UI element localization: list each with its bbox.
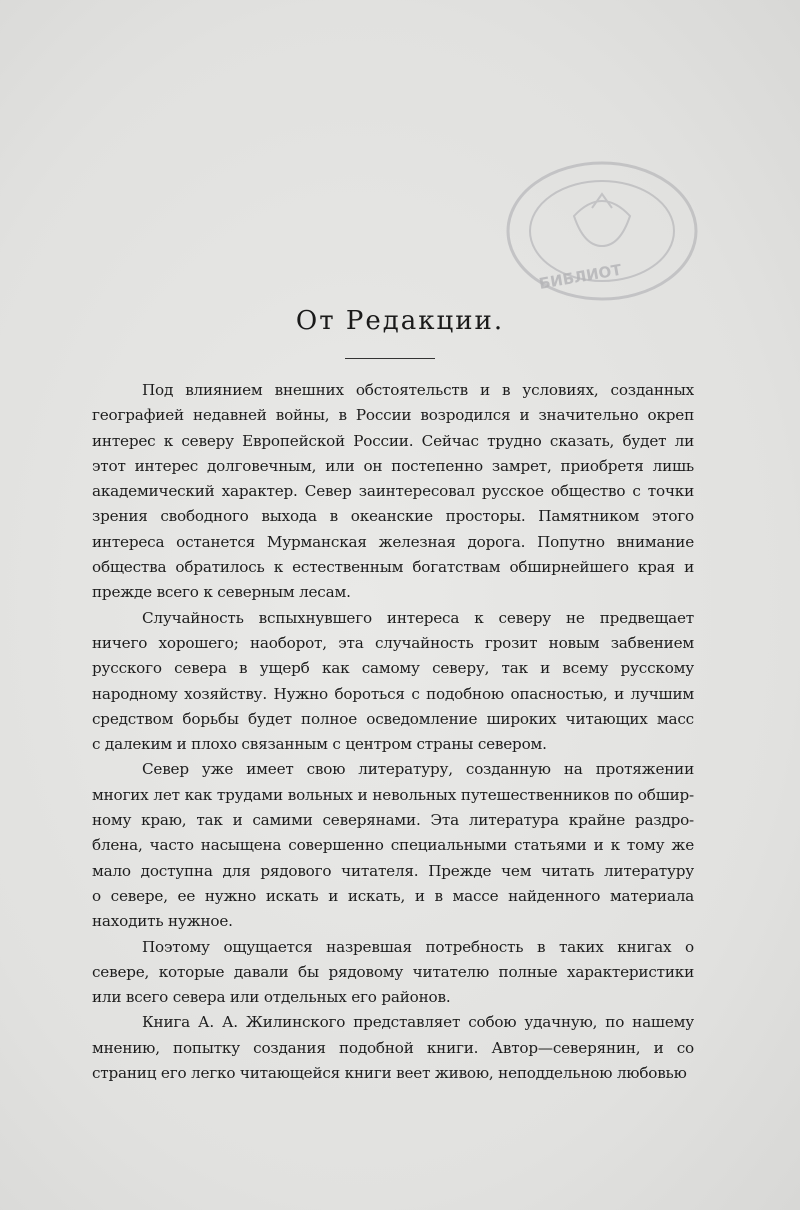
- text-line: многих лет как трудами вольных и невольных путешественников по обшир-: [92, 785, 694, 804]
- text-line: ничего хорошего; наоборот, эта случайность грозит новым забвением: [92, 633, 694, 652]
- text-line: народному хозяйству. Нужно бороться с подобною опасностью, и лучшим: [92, 684, 694, 703]
- page-title: От Редакции.: [295, 306, 505, 336]
- text-line: мало доступна для рядового читателя. Прежде чем читать литературу: [92, 861, 694, 880]
- stamp-text: БИБЛИОТ: [537, 260, 623, 293]
- text-line: средством борьбы будет полное осведомление широких читающих масс: [92, 709, 694, 728]
- text-line: географией недавней войны, в России возродился и значительно окреп: [92, 406, 694, 425]
- text-line: страниц его легко читающейся книги веет живою, неподдельною любовью: [92, 1064, 687, 1083]
- text-line: Под влиянием внешних обстоятельств и в условиях, созданных: [142, 381, 694, 399]
- body-text: [92, 378, 694, 1086]
- paragraph: [92, 378, 694, 606]
- paragraph: [92, 1010, 694, 1086]
- text-line: общества обратилось к естественным богатствам обширнейшего края и: [92, 558, 694, 577]
- text-line: или всего севера или отдельных его районов.: [92, 988, 451, 1007]
- paragraph: [92, 757, 694, 934]
- text-line: русского севера в ущерб как самому северу, так и всему русскому: [92, 659, 694, 678]
- text-line: зрения свободного выхода в океанские просторы. Памятником этого: [92, 507, 694, 526]
- text-line: ному краю, так и самими северянами. Эта литература крайне раздро-: [92, 811, 694, 830]
- text-line: мнению, попытку создания подобной книги. Автор—северянин, и со: [92, 1038, 694, 1057]
- text-line: севере, которые давали бы рядовому читателю полные характеристики: [92, 962, 694, 981]
- library-stamp: [504, 156, 700, 306]
- text-line: интереса останется Мурманская железная дорога. Попутно внимание: [92, 532, 694, 551]
- text-line: Книга А. А. Жилинского представляет собою удачную, по нашему: [142, 1013, 694, 1032]
- text-line: академический характер. Север заинтересовал русское общество с точки: [92, 482, 694, 501]
- text-line: находить нужное.: [92, 912, 233, 931]
- text-line: прежде всего к северным лесам.: [92, 583, 351, 602]
- text-line: интерес к северу Европейской России. Сейчас трудно сказать, будет ли: [92, 431, 694, 450]
- text-line: Случайность вспыхнувшего интереса к северу не предвещает: [142, 608, 694, 627]
- stamp-seal-icon: [504, 156, 700, 306]
- paragraph: [92, 606, 694, 758]
- title-divider: [345, 358, 435, 359]
- paragraph: [92, 935, 694, 1011]
- text-line: Север уже имеет свою литературу, созданную на протяжении: [142, 760, 694, 779]
- text-line: блена, часто насыщена совершенно специальными статьями и к тому же: [92, 836, 694, 855]
- text-line: с далеким и плохо связанным с центром страны севером.: [92, 735, 547, 754]
- text-line: этот интерес долговечным, или он постепенно замрет, приобретя лишь: [92, 456, 694, 475]
- text-line: Поэтому ощущается назревшая потребность в таких книгах о: [142, 937, 694, 956]
- text-line: о севере, ее нужно искать и искать, и в массе найденного материала: [92, 886, 694, 905]
